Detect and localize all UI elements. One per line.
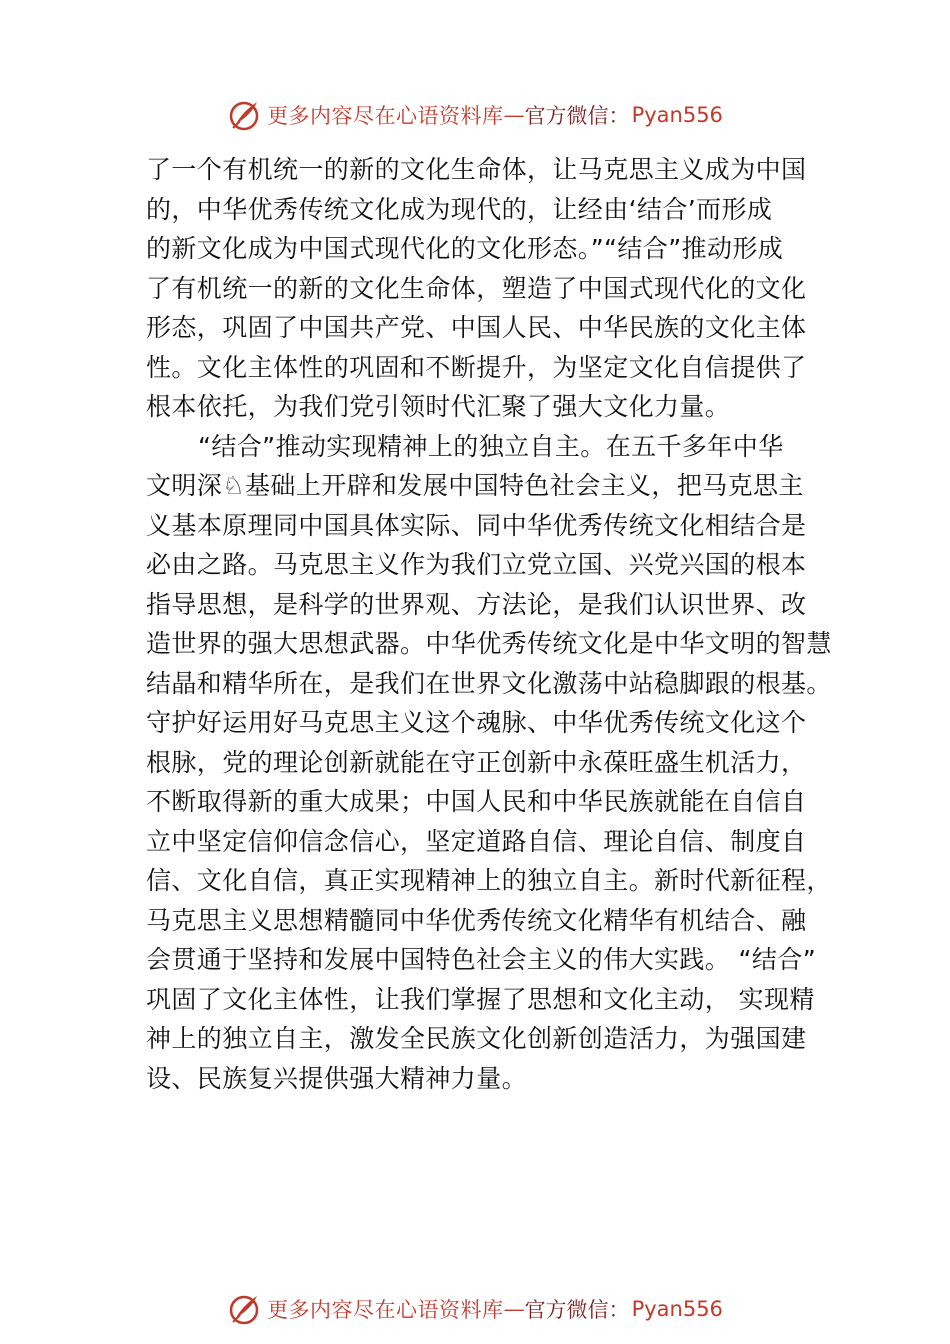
paragraph — [146, 427, 832, 1099]
text-line: 了有机统一的新的文化生命体，塑造了中国式现代化的文化 — [146, 273, 807, 303]
text-line: 信、文化自信，真正实现精神上的独立自主。新时代新征程， — [146, 866, 832, 895]
text-line: 文明深♘基础上开辟和发展中国特色社会主义，把马克思主 — [146, 471, 804, 500]
document-body — [146, 150, 832, 1098]
text-line: 会贯通于坚持和发展中国特色社会主义的伟大实践。 “结合” — [146, 945, 817, 974]
banner-site-text: 更多内容尽在心语资料库 — [267, 1298, 504, 1322]
text-line: 立中坚定信仰信念信心，坚定道路自信、理论自信、制度自 — [146, 826, 807, 856]
text-line: 必由之路。马克思主义作为我们立党立国、兴党兴国的根本 — [146, 550, 807, 579]
banner-wechat-label: 官方微信： — [524, 104, 630, 128]
text-line: 结晶和精华所在，是我们在世界文化激荡中站稳脚跟的根基。 — [146, 668, 832, 698]
quill-seal-logo-icon — [227, 97, 263, 133]
text-line: 神上的独立自主，激发全民族文化创新创造活力，为强国建 — [146, 1024, 807, 1053]
header-banner — [0, 95, 950, 135]
text-line: 根脉，党的理论创新就能在守正创新中永葆旺盛生机活力， — [146, 747, 807, 777]
text-line: 的新文化成为中国式现代化的文化形态。”“结合”推动形成 — [146, 234, 784, 263]
text-line: 指导思想，是科学的世界观、方法论，是我们认识世界、改 — [146, 589, 807, 619]
text-line: 形态，巩固了中国共产党、中国人民、中华民族的文化主体 — [146, 313, 807, 342]
banner-site-text: 更多内容尽在心语资料库 — [267, 104, 504, 128]
banner-wechat-id: Pyan556 — [631, 1297, 723, 1321]
banner-dash: — — [503, 103, 525, 127]
text-line: 设、民族复兴提供强大精神力量。 — [146, 1063, 528, 1093]
text-line: 守护好运用好马克思主义这个魂脉、中华优秀传统文化这个 — [146, 708, 807, 737]
text-line: 马克思主义思想精髓同中华优秀传统文化精华有机结合、融 — [146, 905, 807, 935]
text-line: 造世界的强大思想武器。中华优秀传统文化是中华文明的智慧 — [146, 629, 832, 658]
text-line: 的，中华优秀传统文化成为现代的，让经由‘结合’而形成 — [146, 194, 773, 224]
text-line: 性。文化主体性的巩固和不断提升，为坚定文化自信提供了 — [146, 352, 807, 382]
text-line: 根本依托，为我们党引领时代汇聚了强大文化力量。 — [146, 392, 731, 421]
text-line: 了一个有机统一的新的文化生命体，让马克思主义成为中国 — [146, 155, 807, 184]
text-line: 义基本原理同中国具体实际、同中华优秀传统文化相结合是 — [146, 510, 807, 540]
banner-wechat-label: 官方微信： — [524, 1298, 630, 1322]
quill-seal-logo-icon — [227, 1291, 263, 1327]
banner-wechat-id: Pyan556 — [631, 103, 723, 127]
text-line: “结合”推动实现精神上的独立自主。在五千多年中华 — [198, 431, 784, 461]
banner-dash: — — [503, 1297, 525, 1321]
footer-banner — [0, 1289, 950, 1329]
text-line: 巩固了文化主体性，让我们掌握了思想和文化主动， 实现精 — [146, 984, 815, 1014]
paragraph — [146, 150, 826, 427]
text-line: 不断取得新的重大成果；中国人民和中华民族就能在自信自 — [146, 787, 807, 816]
